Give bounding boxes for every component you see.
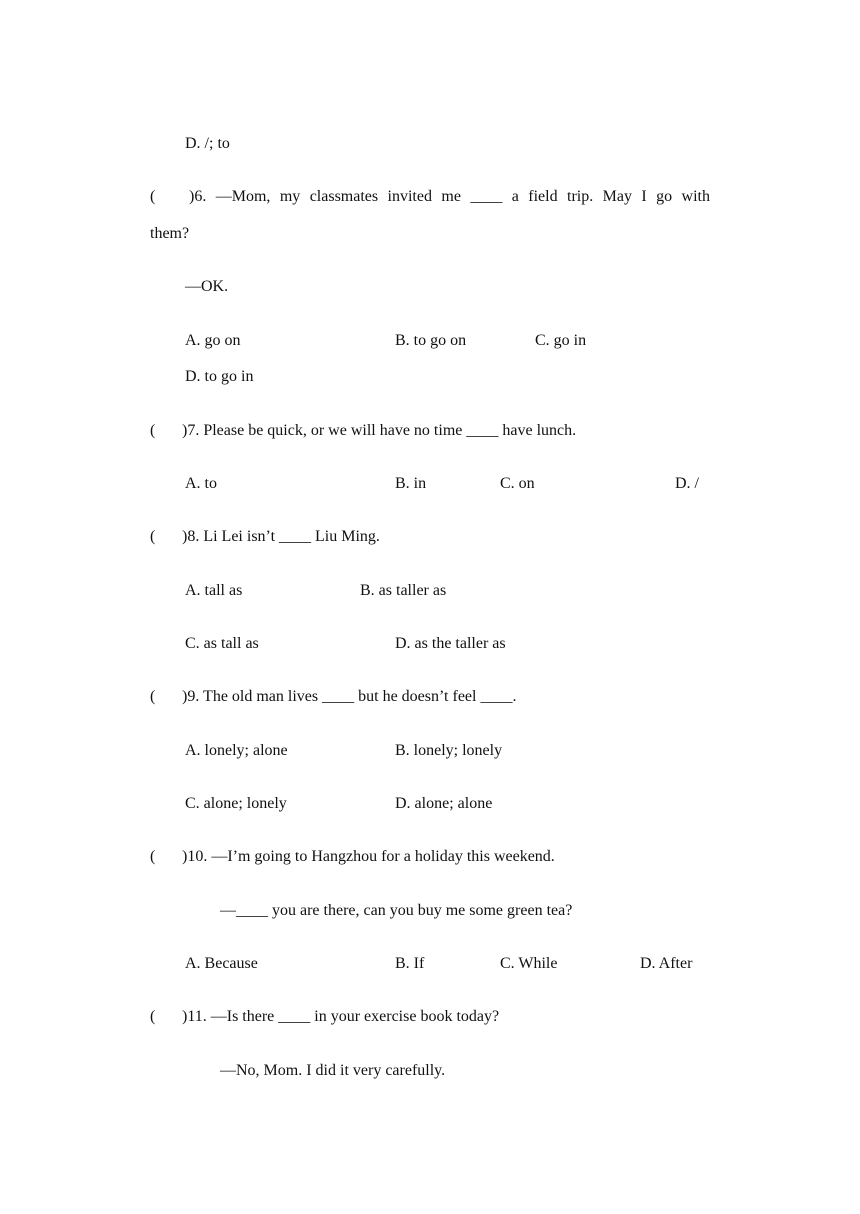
q6-option-c: C. go in bbox=[535, 332, 587, 349]
q10-option-c: C. While bbox=[500, 955, 558, 972]
q5-option-d: D. /; to bbox=[185, 135, 230, 152]
q6-option-d: D. to go in bbox=[185, 368, 254, 385]
q6-stem-line1 bbox=[189, 187, 710, 207]
q7-option-d: D. / bbox=[675, 475, 699, 492]
q9-option-a: A. lonely; alone bbox=[185, 742, 288, 759]
q6-reply: —OK. bbox=[185, 278, 229, 295]
q6-stem-text: —Mom, my classmates invited me ____ a field trip. May I go with bbox=[215, 188, 711, 205]
q7-stem: )7. Please be quick, or we will have no time ____ have lunch. bbox=[182, 422, 577, 439]
q10-reply: —____ you are there, can you buy me some green tea? bbox=[220, 902, 573, 919]
q11-reply: —No, Mom. I did it very carefully. bbox=[220, 1062, 446, 1079]
q9-option-d: D. alone; alone bbox=[395, 795, 493, 812]
q9-option-c: C. alone; lonely bbox=[185, 795, 287, 812]
q7-option-a: A. to bbox=[185, 475, 217, 492]
q10-option-d: D. After bbox=[640, 955, 693, 972]
q8-option-b: B. as taller as bbox=[360, 582, 447, 599]
q6-stem-line2: them? bbox=[150, 225, 190, 242]
q9-option-b: B. lonely; lonely bbox=[395, 742, 503, 759]
q10-stem: )10. —I’m going to Hangzhou for a holiday this weekend. bbox=[182, 848, 555, 865]
q11-stem: )11. —Is there ____ in your exercise book today? bbox=[182, 1008, 500, 1025]
q6-option-a: A. go on bbox=[185, 332, 241, 349]
q8-option-a: A. tall as bbox=[185, 582, 243, 599]
q11-paren: ( bbox=[150, 1008, 156, 1025]
q8-stem: )8. Li Lei isn’t ____ Liu Ming. bbox=[182, 528, 380, 545]
q9-paren: ( bbox=[150, 688, 156, 705]
q6-paren: ( bbox=[150, 188, 156, 205]
q8-option-d: D. as the taller as bbox=[395, 635, 506, 652]
q7-paren: ( bbox=[150, 422, 156, 439]
q10-paren: ( bbox=[150, 848, 156, 865]
q7-option-c: C. on bbox=[500, 475, 535, 492]
q6-option-b: B. to go on bbox=[395, 332, 467, 349]
q6-number: )6. bbox=[189, 188, 207, 205]
q7-option-b: B. in bbox=[395, 475, 427, 492]
q10-option-a: A. Because bbox=[185, 955, 258, 972]
q8-option-c: C. as tall as bbox=[185, 635, 259, 652]
q10-option-b: B. If bbox=[395, 955, 425, 972]
q8-paren: ( bbox=[150, 528, 156, 545]
q9-stem: )9. The old man lives ____ but he doesn’t feel ____. bbox=[182, 688, 517, 705]
